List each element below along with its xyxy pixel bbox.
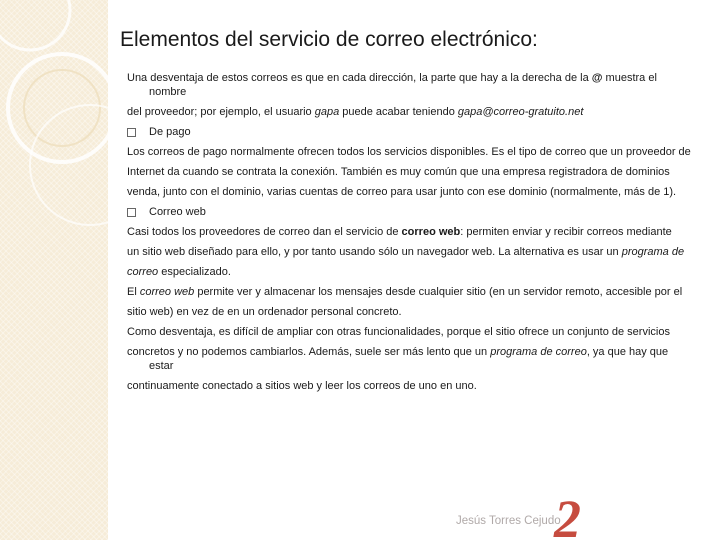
text-segment: Los correos de pago normalmente ofrecen todos los servicios disponibles. Es el tipo de correo que un proveedor de — [127, 146, 691, 158]
italic-text: programa de correo — [490, 346, 587, 358]
italic-text: gapa@correo-gratuito.net — [457, 106, 584, 118]
bullet-square-icon — [127, 128, 136, 137]
text-segment: , ya que hay que estar — [149, 346, 669, 372]
body-paragraph — [127, 305, 695, 319]
text-segment: continuamente conectado a sitios web y leer los correos de uno en uno. — [127, 380, 477, 392]
text-segment: De pago — [149, 126, 191, 138]
text-segment: muestra el nombre — [149, 72, 657, 98]
italic-text: gapa — [314, 106, 340, 118]
body-paragraph — [127, 165, 695, 179]
logo-text: 2 — [554, 493, 581, 540]
text-segment: puede acabar teniendo — [339, 106, 458, 118]
bold-text: @ — [591, 72, 603, 84]
deco-circle-3 — [0, 0, 70, 50]
footer-author: Jesús Torres Cejudo — [456, 515, 561, 527]
text-segment: sitio web) en vez de en un ordenador personal concreto. — [127, 306, 402, 318]
bullet-heading — [127, 205, 695, 219]
body-paragraph — [127, 71, 695, 99]
logo-number-2 — [548, 493, 608, 540]
text-segment: El — [127, 286, 140, 298]
text-segment: Como desventaja, es difícil de ampliar con otras funcionalidades, porque el sitio ofrece un conjunto de servicios — [127, 326, 670, 338]
body-paragraph — [127, 185, 695, 199]
text-segment: Internet da cuando se contrata la conexión. También es muy común que una empresa registradora de dominios — [127, 166, 670, 178]
italic-text: correo — [127, 266, 159, 278]
body-paragraph — [127, 379, 695, 393]
body-paragraph — [127, 265, 695, 279]
bold-text: correo web — [401, 226, 461, 238]
body-paragraph — [127, 285, 695, 299]
body-paragraph — [127, 225, 695, 239]
body-paragraph — [127, 145, 695, 159]
italic-text: correo web — [139, 286, 195, 298]
text-segment: Casi todos los proveedores de correo dan el servicio de — [127, 226, 402, 238]
text-segment: permite ver y almacenar los mensajes desde cualquier sitio (en un servidor remoto, accesible por el — [194, 286, 683, 298]
text-segment: : permiten enviar y recibir correos mediante — [460, 226, 672, 238]
body-paragraph — [127, 325, 695, 339]
text-segment: del proveedor; por ejemplo, el usuario — [127, 106, 315, 118]
bullet-square-icon — [127, 208, 136, 217]
body-paragraph — [127, 105, 695, 119]
text-segment: concretos y no podemos cambiarlos. Además, suele ser más lento que un — [127, 346, 491, 358]
text-segment: especializado. — [158, 266, 231, 278]
slide-title: Elementos del servicio de correo electrónico: — [120, 28, 538, 51]
text-segment: Una desventaja de estos correos es que en cada dirección, la parte que hay a la derecha de la — [127, 72, 592, 84]
body-paragraph — [127, 245, 695, 259]
text-segment: un sitio web diseñado para ello, y por tanto usando sólo un navegador web. La alternativa es usar un — [127, 246, 622, 258]
deco-circle-2 — [24, 70, 100, 146]
bullet-heading — [127, 125, 695, 139]
body-paragraph — [127, 345, 695, 373]
text-segment: Correo web — [149, 206, 206, 218]
slide-body — [127, 71, 695, 399]
italic-text: programa de — [621, 246, 685, 258]
text-segment: venda, junto con el dominio, varias cuentas de correo para usar junto con ese dominio (normalmente, más de 1). — [127, 186, 677, 198]
